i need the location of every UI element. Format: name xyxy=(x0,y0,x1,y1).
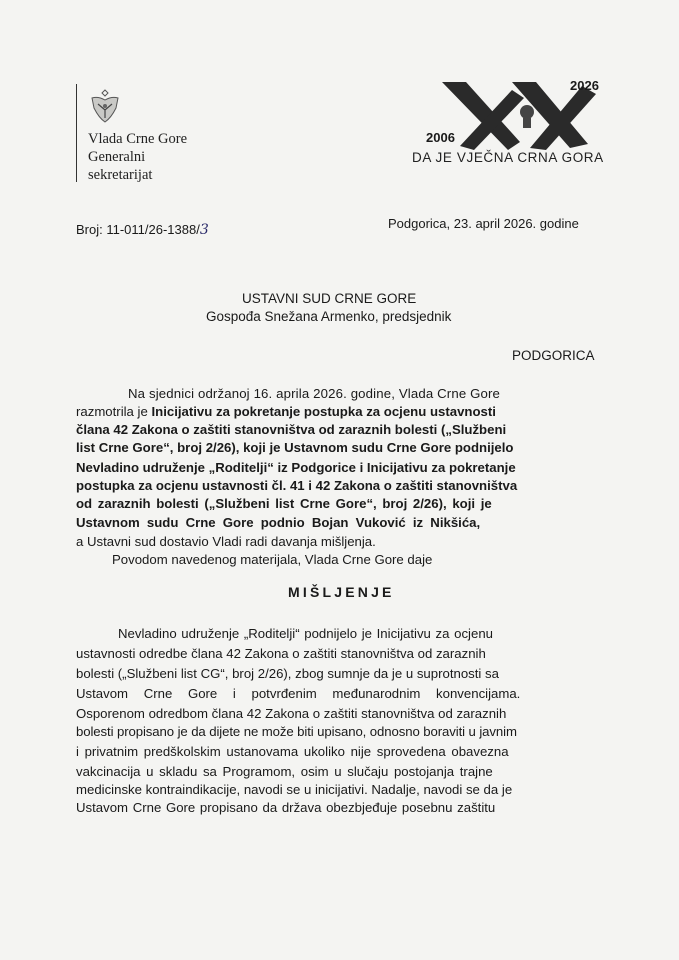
org-line-3: sekretarijat xyxy=(88,167,153,183)
reference-number-label: Broj: 11-011/26-1388/ xyxy=(76,222,200,237)
org-line-1: Vlada Crne Gore xyxy=(88,131,188,147)
p3-line-4: Ustavom Crne Gore i potvrđenim međunarodnim konvencijama. xyxy=(76,686,521,701)
p1-line-2 xyxy=(76,404,496,419)
opinion-heading: MIŠLJENJE xyxy=(288,584,395,600)
recipient-block xyxy=(206,290,452,326)
initiative-title: Inicijativu za pokretanje postupka za ocjenu ustavnosti xyxy=(151,404,496,419)
p3-line-3: bolesti („Službeni list CG“, broj 2/26), zbog sumnje da je u suprotnosti sa xyxy=(76,666,499,681)
reference-number xyxy=(76,222,209,238)
document-date: Podgorica, 23. april 2026. godine xyxy=(388,216,579,231)
p1-line-6: postupka za ocjenu ustavnosti čl. 41 i 42 Zakona o zaštiti stanovništva xyxy=(76,478,518,493)
p1-line-4: list Crne Gore“, broj 2/26), koji je Ustavnom sudu Crne Gore podnijelo xyxy=(76,440,514,455)
organization-name xyxy=(88,130,187,184)
p3-line-2: ustavnosti odredbe člana 42 Zakona o zaštiti stanovništva od zaraznih xyxy=(76,646,486,661)
p1-line-3: člana 42 Zakona o zaštiti stanovništva od zaraznih bolesti („Službeni xyxy=(76,422,507,437)
p3-line-10: Ustavom Crne Gore propisano da država obezbjeđuje posebnu zaštitu xyxy=(76,800,496,815)
p1-line-1: Na sjednici održanoj 16. aprila 2026. godine, Vlada Crne Gore xyxy=(128,386,501,401)
p3-line-5: Osporenom odredbom člana 42 Zakona o zaštiti stanovništva od zaraznih xyxy=(76,706,507,721)
p1-line-8: Ustavnom sudu Crne Gore podnio Bojan Vuković iz Nikšića, xyxy=(76,515,481,530)
p3-line-6: bolesti propisano je da dijete ne može biti upisano, odnosno boraviti u javnim xyxy=(76,724,517,739)
org-line-2: Generalni xyxy=(88,149,146,165)
p3-line-9: medicinske kontraindikacije, navodi se u inicijativi. Nadalje, navodi se da je xyxy=(76,782,513,797)
p1-line-5: Nevladino udruženje „Roditelji“ iz Podgorice i Inicijativu za pokretanje xyxy=(76,460,516,475)
p1-line-9: a Ustavni sud dostavio Vladi radi davanja mišljenja. xyxy=(76,534,376,549)
p3-line-7: i privatnim predškolskim ustanovama ukoliko nije sprovedena obavezna xyxy=(76,744,509,759)
recipient-court: USTAVNI SUD CRNE GORE xyxy=(242,291,417,306)
p1-line-2-start: razmotrila je xyxy=(76,404,152,419)
recipient-person: Gospođa Snežana Armenko, predsjednik xyxy=(206,309,452,324)
recipient-city: PODGORICA xyxy=(512,348,595,363)
logo-emblem xyxy=(520,105,534,128)
logo-year-right: 2026 xyxy=(570,78,599,93)
logo-year-left: 2006 xyxy=(426,130,455,145)
p2-line: Povodom navedenog materijala, Vlada Crne Gore daje xyxy=(112,552,433,567)
p3-line-8: vakcinacija u skladu sa Programom, osim u slučaju postojanja trajne xyxy=(76,764,493,779)
coat-of-arms-icon xyxy=(88,86,122,126)
p3-line-1: Nevladino udruženje „Roditelji“ podnijelo je Inicijativu za ocjenu xyxy=(118,626,493,641)
p1-line-7: od zaraznih bolesti („Službeni list Crne Gore“, broj 2/26), koji je xyxy=(76,496,492,511)
handwritten-number: 3 xyxy=(199,222,209,238)
header-divider xyxy=(76,84,77,182)
logo-motto: DA JE VJEČNA CRNA GORA xyxy=(412,150,604,165)
